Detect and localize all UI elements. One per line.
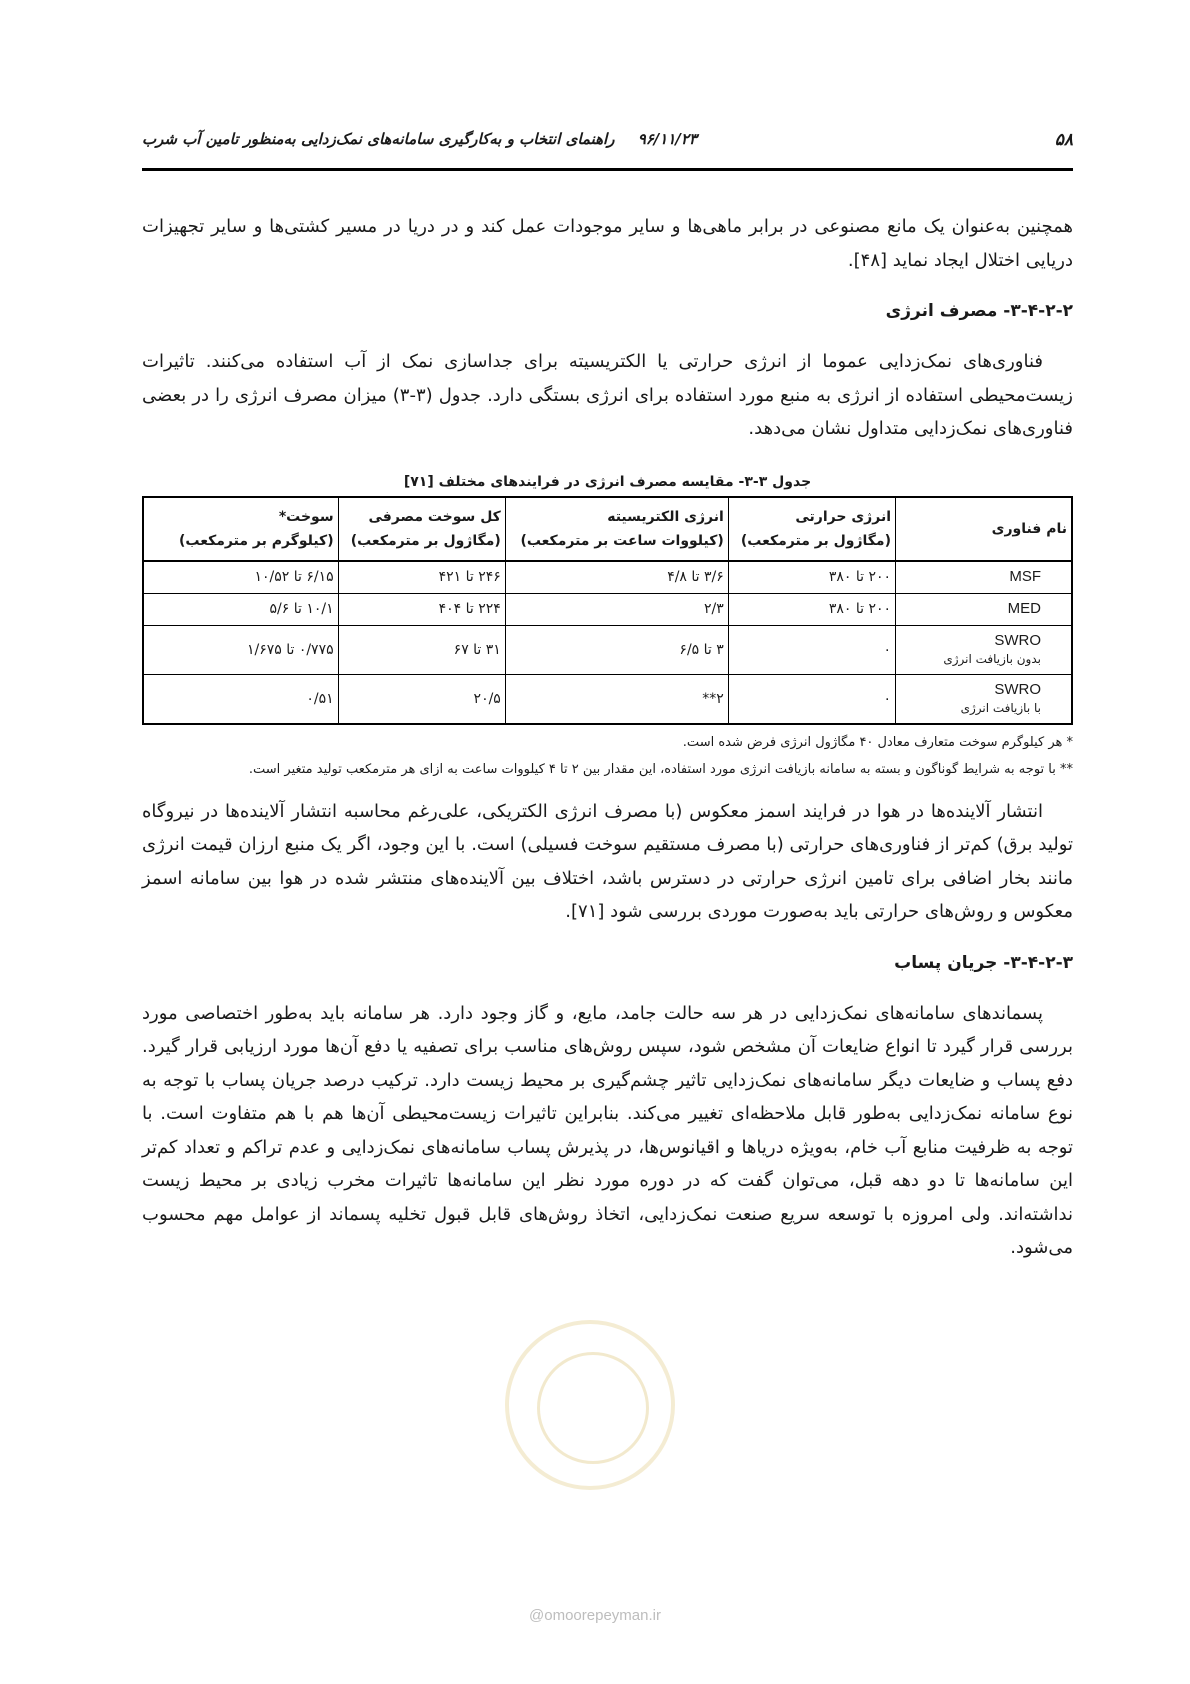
page-body [142, 210, 1073, 1265]
header-thermal: انرژی حرارتی (مگاژول بر مترمکعب) [728, 497, 895, 561]
running-title [142, 130, 697, 148]
cell-tech: SWRO بدون بازیافت انرژی [896, 625, 1073, 674]
table-row [143, 625, 1072, 674]
cell-electric: ۲** [505, 674, 728, 724]
cell-thermal: ۲۰۰ تا ۳۸۰ [728, 593, 895, 625]
cell-total-fuel: ۲۲۴ تا ۴۰۴ [338, 593, 505, 625]
cell-electric: ۳/۶ تا ۴/۸ [505, 561, 728, 594]
paragraph-4: پسماندهای سامانه‌های نمک‌زدایی در هر سه حالت جامد، مایع، و گاز وجود دارد. هر سامانه باید به‌طور اختصاصی مورد بررسی قرار گیرد تا انواع ضایعات آن مشخص شود، سپس روش‌های مناسب برای تصفیه یا دفع آن‌ها مورد ارزیابی قرار گیرد. دفع پساب و ضایعات دیگر سامانه‌های نمک‌زدایی تاثیر چشم‌گیری بر محیط زیست دارد. ترکیب درصد جریان پساب با توجه به نوع سامانه نمک‌زدایی به‌طور قابل ملاحظه‌ای تغییر می‌کند. بنابراین تاثیرات زیست‌محیطی آن‌ها هم با هم متفاوت است. با توجه به ظرفیت منابع آب خام، به‌ویژه دریاها و اقیانوس‌ها، در پذیرش پساب سامانه‌های نمک‌زدایی و عدم تراکم و تعداد کم‌تر این سامانه‌ها تا دو دهه قبل، می‌توان گفت که در دوره مورد نظر این سامانه‌ها تاثیرات مخرب زیادی بر محیط زیست نداشته‌اند. ولی امروزه با توسعه سریع صنعت نمک‌زدایی، اتخاذ روش‌های قابل قبول تخلیه پسماند از عوامل مهم محسوب می‌شود. [142, 1002, 1073, 1258]
cell-thermal: ۲۰۰ تا ۳۸۰ [728, 561, 895, 594]
cell-total-fuel: ۳۱ تا ۶۷ [338, 625, 505, 674]
cell-thermal: ۰ [728, 625, 895, 674]
energy-comparison-table [142, 496, 1073, 725]
paragraph-1: همچنین به‌عنوان یک مانع مصنوعی در برابر ماهی‌ها و سایر موجودات عمل کند و در دریا در مسیر کشتی‌ها و سایر تجهیزات دریایی اختلال ایجاد نماید [۴۸]. [142, 216, 1073, 271]
header-fuel: سوخت* (کیلوگرم بر مترمکعب) [143, 497, 338, 561]
seal-watermark-icon [505, 1320, 675, 1490]
header-title: راهنمای انتخاب و به‌کارگیری سامانه‌های نمک‌زدایی به‌منظور تامین آب شرب [142, 130, 615, 148]
header-total-fuel: کل سوخت مصرفی (مگاژول بر مترمکعب) [338, 497, 505, 561]
table-note-1: * هر کیلوگرم سوخت متعارف معادل ۴۰ مگاژول انرژی فرض شده است. [682, 734, 1073, 750]
page-number: ۵۸ [1054, 130, 1073, 150]
table-row [143, 561, 1072, 594]
cell-fuel: ۰/۵۱ [143, 674, 338, 724]
site-watermark: @omoorepeyman.ir [529, 1607, 661, 1624]
cell-tech: MSF [896, 561, 1073, 594]
cell-total-fuel: ۲۰/۵ [338, 674, 505, 724]
header-tech: نام فناوری [896, 497, 1073, 561]
table-caption: جدول ۳-۳- مقایسه مصرف انرژی در فرایندهای مختلف [۷۱] [403, 473, 812, 490]
table-header-row [143, 497, 1072, 561]
section-heading-effluent: ۳-۴-۲-۳- جریان پساب [894, 952, 1073, 973]
cell-fuel: ۱۰/۱ تا ۵/۶ [143, 593, 338, 625]
page-header [142, 128, 1073, 171]
cell-electric: ۲/۳ [505, 593, 728, 625]
cell-total-fuel: ۲۴۶ تا ۴۲۱ [338, 561, 505, 594]
header-date: ۹۶/۱۱/۲۳ [637, 130, 697, 148]
cell-tech: MED [896, 593, 1073, 625]
section-heading-energy: ۳-۴-۲-۲- مصرف انرژی [885, 301, 1073, 321]
cell-fuel: ۰/۷۷۵ تا ۱/۶۷۵ [143, 625, 338, 674]
header-electric: انرژی الکتریسیته (کیلووات ساعت بر مترمکعب) [505, 497, 728, 561]
cell-fuel: ۶/۱۵ تا ۱۰/۵۲ [143, 561, 338, 594]
table-row [143, 593, 1072, 625]
paragraph-2: فناوری‌های نمک‌زدایی عموما از انرژی حرارتی یا الکتریسیته برای جداسازی نمک از آب استفاده می‌کنند. تاثیرات زیست‌محیطی استفاده از انرژی به منبع مورد استفاده برای انرژی بستگی دارد. جدول (۳-۳) میزان مصرف انرژی را در بعضی فناوری‌های نمک‌زدایی متداول نشان می‌دهد. [142, 351, 1073, 439]
cell-tech: SWRO با بازیافت انرژی [896, 674, 1073, 724]
table-row [143, 674, 1072, 724]
table-notes [142, 729, 1073, 783]
table-note-2: ** با توجه به شرایط گوناگون و بسته به سامانه بازیافت انرژی مورد استفاده، این مقدار بین ۲ تا ۴ کیلووات ساعت به ازای هر مترمکعب تولید متغیر است. [248, 761, 1073, 777]
cell-electric: ۳ تا ۶/۵ [505, 625, 728, 674]
paragraph-3: انتشار آلاینده‌ها در هوا در فرایند اسمز معکوس (با مصرف انرژی الکتریکی، علی‌رغم محاسبه انتشار آلاینده‌ها در نیروگاه تولید برق) کم‌تر از فناوری‌های حرارتی (با مصرف مستقیم سوخت فسیلی) است. با این وجود، اگر یک منبع ارزان قیمت انرژی مانند بخار اضافی برای تامین انرژی حرارتی در دسترس باشد، اختلاف بین آلاینده‌های منتشر شده در هوا بین سامانه اسمز معکوس و روش‌های حرارتی باید به‌صورت موردی بررسی شود [۷۱]. [142, 800, 1073, 922]
cell-thermal: ۰ [728, 674, 895, 724]
